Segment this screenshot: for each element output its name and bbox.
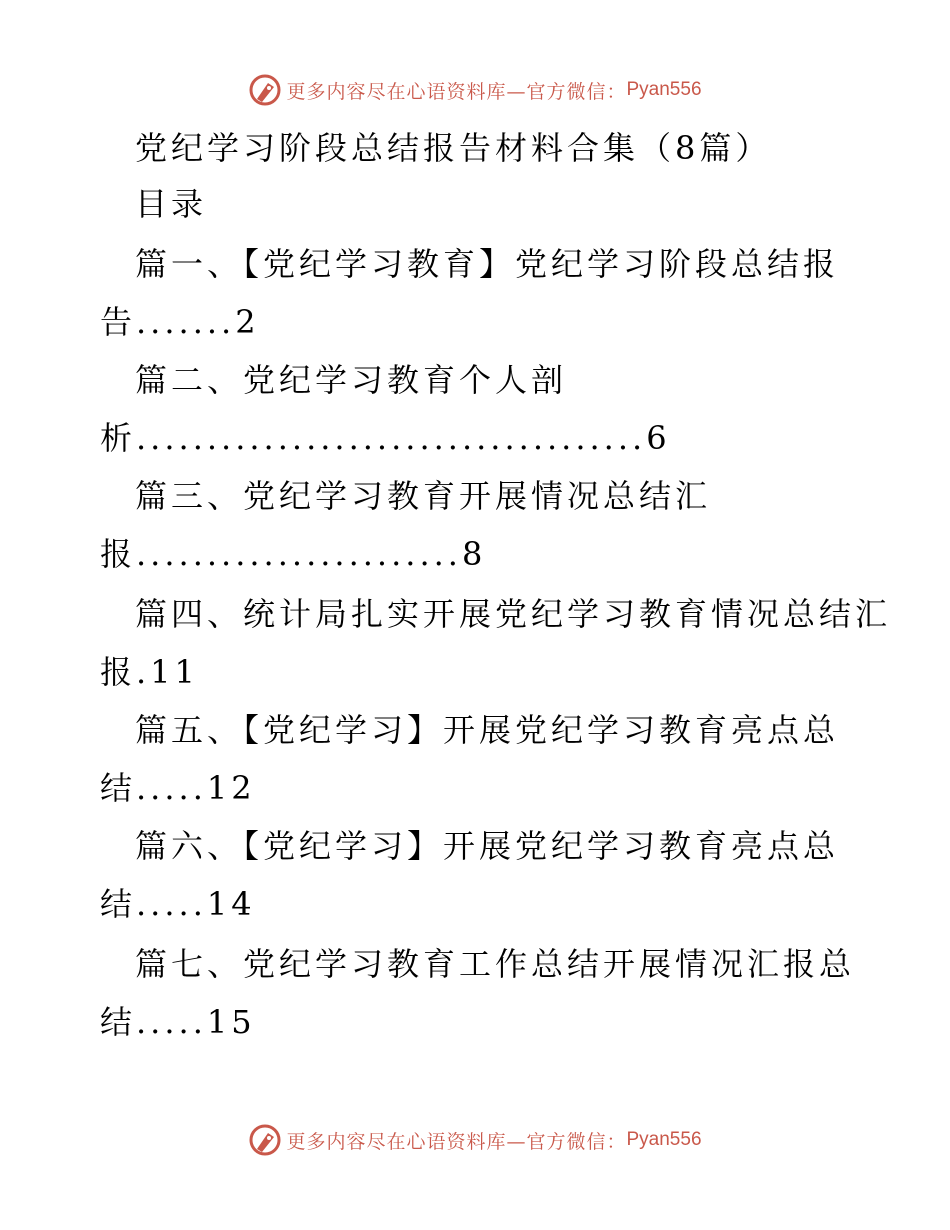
toc-entry-7: 篇七、党纪学习教育工作总结开展情况汇报总 (135, 945, 856, 983)
toc-entry-6-page: 结.....14 (100, 885, 256, 923)
pen-nib-logo-icon (248, 73, 282, 107)
watermark-id: Pyan556 (626, 79, 702, 100)
pen-nib-logo-icon (248, 1123, 282, 1157)
document-title: 党纪学习阶段总结报告材料合集（8篇） (135, 129, 772, 167)
toc-heading: 目录 (135, 185, 208, 223)
watermark-text: 更多内容尽在心语资料库—官方微信： (286, 1130, 627, 1153)
toc-entry-3-page: 报.......................8 (100, 535, 487, 573)
toc-entry-4: 篇四、统计局扎实开展党纪学习教育情况总结汇 (135, 595, 892, 633)
toc-entry-1-page: 告.......2 (100, 303, 260, 341)
toc-entry-4-page: 报.11 (100, 653, 199, 691)
toc-entry-3: 篇三、党纪学习教育开展情况总结汇 (135, 477, 712, 515)
toc-entry-1: 篇一、【党纪学习教育】党纪学习阶段总结报 (135, 245, 840, 283)
toc-entry-2: 篇二、党纪学习教育个人剖 (135, 361, 568, 399)
watermark-id: Pyan556 (626, 1129, 702, 1150)
toc-entry-5: 篇五、【党纪学习】开展党纪学习教育亮点总 (135, 711, 840, 749)
header-watermark (0, 70, 950, 110)
toc-entry-2-page: 析....................................6 (100, 419, 671, 457)
toc-entry-5-page: 结.....12 (100, 769, 256, 807)
toc-entry-7-page: 结.....15 (100, 1003, 256, 1041)
toc-entry-6: 篇六、【党纪学习】开展党纪学习教育亮点总 (135, 827, 840, 865)
footer-watermark (0, 1120, 950, 1160)
watermark-text: 更多内容尽在心语资料库—官方微信： (286, 80, 627, 103)
